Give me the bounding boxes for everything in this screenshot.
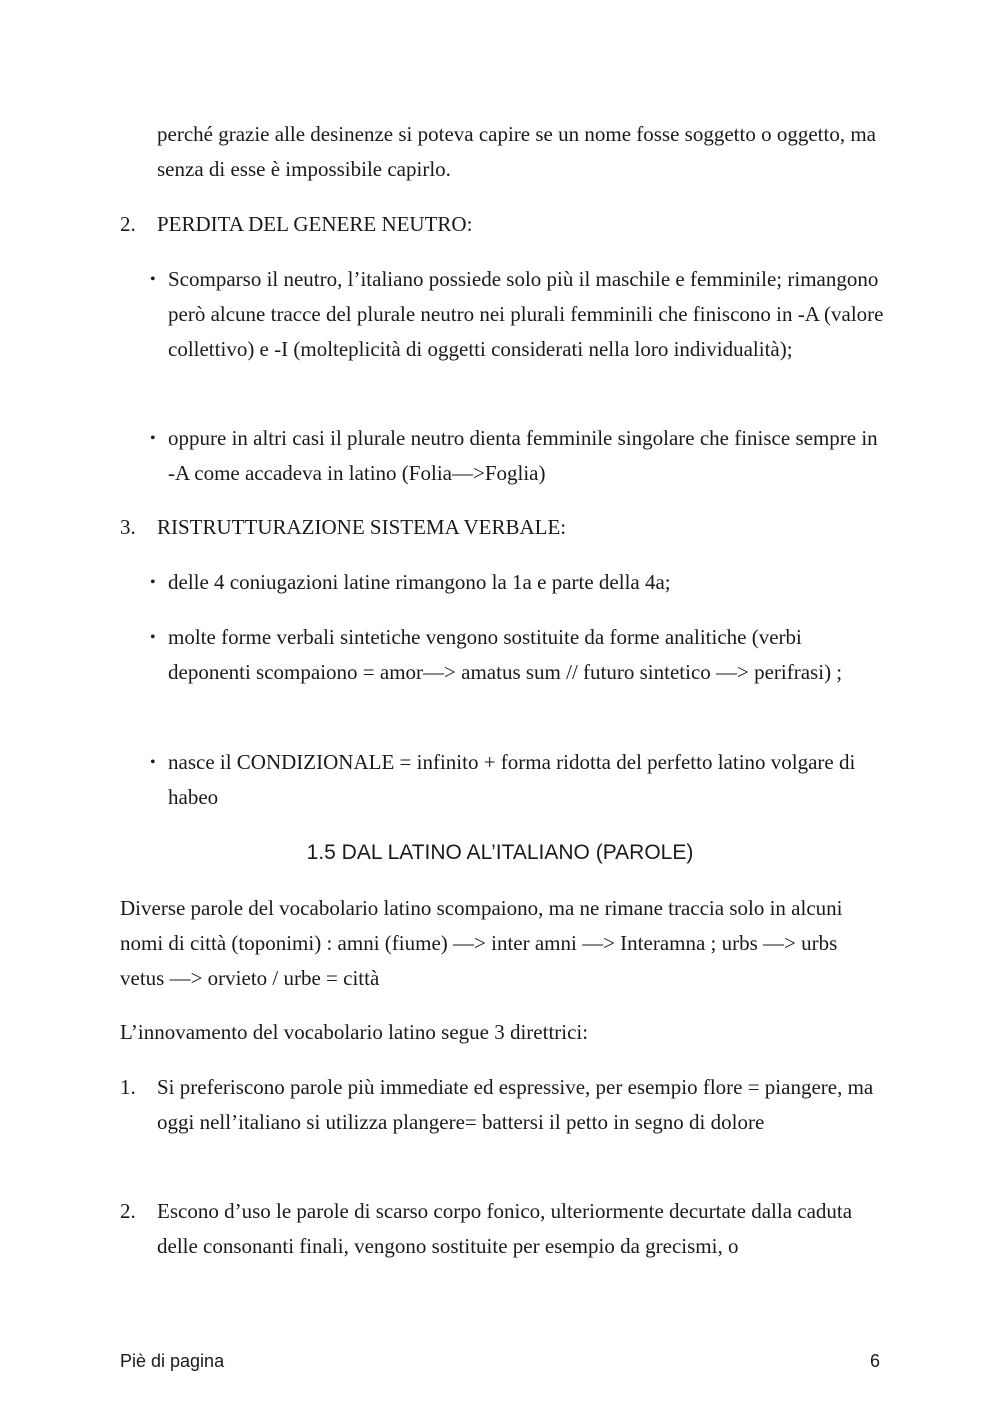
section-2-number: 2.	[120, 212, 136, 236]
bullet-marker: •	[150, 271, 156, 288]
body-paragraph-2: L’innovamento del vocabolario latino segue 3 direttrici:	[120, 1020, 589, 1044]
section-heading: 1.5 DAL LATINO AL’ITALIANO (PAROLE)	[306, 841, 694, 864]
section-2-title: PERDITA DEL GENERE NEUTRO:	[157, 212, 473, 236]
footer-label: Piè di pagina	[120, 1351, 225, 1371]
body-paragraph-1: Diverse parole del vocabolario latino scompaiono, ma ne rimane traccia solo in alcuni nomi di città (toponimi) : amni (fiume) —> inter amni —> Interamna ; urbs —> urbs vetus —> orvieto / urbe = città	[120, 896, 843, 990]
bullet-marker: •	[150, 430, 156, 447]
bullet-marker: •	[150, 574, 156, 591]
bullet-marker: •	[150, 754, 156, 771]
section-3-bullet-1: delle 4 coniugazioni latine rimangono la 1a e parte della 4a;	[168, 570, 671, 594]
page-number: 6	[869, 1351, 880, 1371]
section-3-title: RISTRUTTURAZIONE SISTEMA VERBALE:	[157, 515, 567, 539]
list-item-1-number: 1.	[120, 1075, 136, 1099]
section-2-bullet-1: Scomparso il neutro, l’italiano possiede solo più il maschile e femminile; rimangono però alcune tracce del plurale neutro nei plurali femminili che finiscono in -A (valore collettivo) e -I (molteplicità di oggetti considerati nella loro individualità);	[168, 267, 884, 361]
section-2-bullet-2: oppure in altri casi il plurale neutro dienta femminile singolare che finisce sempre in -A come accadeva in latino (Folia—>Foglia)	[168, 426, 878, 485]
continuation-paragraph: perché grazie alle desinenze si poteva capire se un nome fosse soggetto o oggetto, ma senza di esse è impossibile capirlo.	[157, 122, 876, 181]
section-3-bullet-3: nasce il CONDIZIONALE = infinito + forma ridotta del perfetto latino volgare di habeo	[168, 750, 856, 809]
section-3-bullet-2: molte forme verbali sintetiche vengono sostituite da forme analitiche (verbi deponenti scompaiono = amor—> amatus sum // futuro sintetico —> perifrasi) ;	[168, 625, 843, 684]
list-item-2-text: Escono d’uso le parole di scarso corpo fonico, ulteriormente decurtate dalla caduta delle consonanti finali, vengono sostituite per esempio da grecismi, o	[157, 1199, 853, 1258]
list-item-2-number: 2.	[120, 1199, 136, 1223]
list-item-1-text: Si preferiscono parole più immediate ed espressive, per esempio flore = piangere, ma oggi nell’italiano si utilizza plangere= battersi il petto in segno di dolore	[157, 1075, 874, 1134]
section-3-number: 3.	[120, 515, 136, 539]
bullet-marker: •	[150, 629, 156, 646]
